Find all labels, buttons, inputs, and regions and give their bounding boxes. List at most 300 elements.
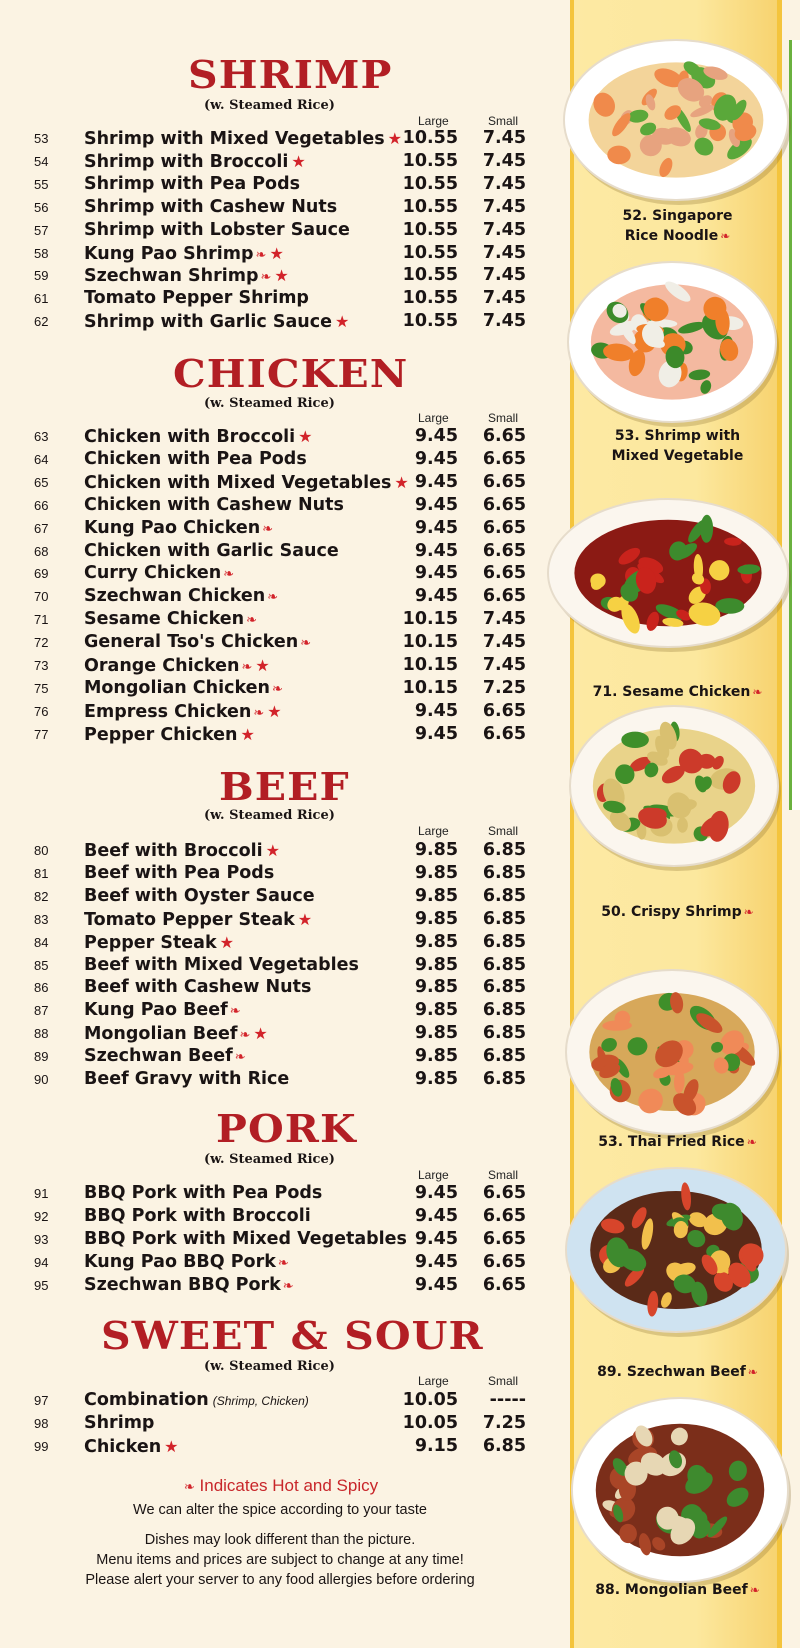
price-small: 6.85 — [482, 1069, 526, 1089]
item-name: Sesame Chicken — [84, 609, 245, 630]
price-small: 6.85 — [482, 840, 526, 860]
section-title: SWEET & SOUR — [101, 1313, 484, 1358]
menu-item — [0, 562, 560, 585]
item-name-group — [84, 448, 307, 471]
price-small: 6.65 — [482, 426, 526, 446]
item-number: 85 — [34, 957, 49, 973]
price-small: 6.85 — [482, 977, 526, 998]
food-piece — [621, 732, 649, 748]
chili-pepper-icon: ❧ — [749, 1583, 760, 1597]
price-large: 9.45 — [414, 1183, 458, 1203]
item-name-group — [84, 196, 337, 219]
caption-text: 50. Crispy Shrimp — [601, 904, 742, 920]
menu-item — [0, 540, 560, 563]
price-large: 9.85 — [414, 1000, 458, 1021]
small-column-header: Small — [488, 1168, 519, 1182]
item-name-group — [84, 1274, 294, 1298]
chili-pepper-icon: ❧ — [282, 1278, 294, 1294]
chili-pepper-icon: ❧ — [253, 705, 265, 721]
section-title: PORK — [216, 1106, 357, 1151]
item-name-group — [84, 677, 283, 701]
chili-pepper-icon: ❧ — [246, 613, 257, 629]
spicy-legend — [0, 1476, 560, 1496]
item-name: General Tso's Chicken — [84, 632, 299, 653]
item-name: Chicken with Broccoli — [84, 427, 296, 447]
item-name-group — [84, 471, 409, 495]
item-number: 99 — [34, 1438, 49, 1454]
caption-text: 89. Szechwan Beef — [597, 1364, 746, 1380]
item-note: (Shrimp, Chicken) — [212, 1394, 309, 1408]
item-name: Kung Pao Beef — [84, 1000, 228, 1021]
price-small: 6.85 — [482, 862, 526, 883]
item-name-group — [84, 1182, 322, 1205]
chili-pepper-icon: ❧ — [239, 1028, 251, 1044]
item-name-group — [84, 150, 306, 174]
star-icon: ★ — [291, 151, 306, 171]
price-small: 7.45 — [482, 609, 526, 630]
price-large: 10.55 — [402, 196, 458, 217]
item-number: 65 — [34, 474, 49, 490]
price-large: 9.45 — [414, 700, 458, 721]
star-icon: ★ — [240, 724, 255, 744]
price-large: 9.45 — [414, 471, 458, 492]
item-number: 98 — [34, 1415, 49, 1431]
item-number: 54 — [34, 153, 49, 169]
item-name-group — [84, 1412, 154, 1435]
price-small: 7.45 — [482, 196, 526, 217]
section-subtitle: (w. Steamed Rice) — [204, 1359, 335, 1374]
item-name-group — [84, 885, 315, 908]
menu-item — [0, 219, 560, 242]
photo-caption — [555, 1580, 800, 1600]
price-large: 10.55 — [402, 288, 458, 309]
caption-text: 88. Mongolian Beef — [595, 1582, 748, 1598]
menu-item — [0, 448, 560, 471]
item-name-group — [84, 1205, 311, 1228]
menu-item — [0, 654, 560, 677]
item-name: Combination — [84, 1390, 209, 1410]
item-number: 93 — [34, 1231, 49, 1247]
star-icon: ★ — [297, 909, 313, 929]
item-name: Orange Chicken — [84, 656, 240, 676]
caption-line — [555, 1132, 800, 1152]
item-name: Kung Pao Shrimp — [84, 243, 254, 264]
item-name: BBQ Pork with Broccoli — [84, 1205, 311, 1226]
chili-pepper-icon: ❧ — [267, 590, 279, 606]
small-column-header: Small — [488, 824, 519, 838]
section-title: CHICKEN — [173, 351, 409, 396]
menu-item — [0, 1068, 560, 1091]
star-icon: ★ — [387, 129, 402, 148]
item-name: Shrimp — [84, 1412, 155, 1433]
item-name: Szechwan BBQ Pork — [84, 1274, 281, 1295]
item-name-group — [84, 287, 309, 310]
item-name: Chicken with Mixed Vegetables — [84, 472, 392, 493]
item-number: 53 — [34, 131, 49, 146]
price-small: 7.45 — [482, 219, 526, 240]
item-number: 81 — [34, 865, 49, 881]
item-name-group — [84, 127, 402, 151]
caption-line — [555, 426, 800, 446]
menu-item — [0, 471, 560, 494]
item-name-group — [84, 1068, 289, 1091]
item-number: 97 — [34, 1393, 49, 1408]
item-name-group — [84, 631, 311, 655]
item-number: 88 — [34, 1026, 49, 1042]
chili-pepper-icon: ❧ — [234, 1050, 246, 1066]
price-small: 6.65 — [482, 517, 526, 538]
chili-pepper-icon: ❧ — [720, 229, 731, 243]
price-small: 6.65 — [482, 1251, 526, 1272]
item-name-group — [84, 1045, 246, 1069]
chili-pepper-icon: ❧ — [260, 270, 272, 286]
disclaimer-line: Dishes may look different than the picture. — [144, 1532, 416, 1548]
item-number: 57 — [34, 222, 49, 238]
item-number: 56 — [34, 199, 49, 215]
menu-item — [0, 150, 560, 173]
photo-caption — [555, 1132, 800, 1152]
chili-pepper-icon: ❧ — [746, 1135, 757, 1149]
menu-item — [0, 839, 560, 862]
item-name: Chicken with Garlic Sauce — [84, 540, 339, 561]
item-name: Mongolian Chicken — [84, 677, 270, 698]
price-small: 7.45 — [482, 632, 526, 653]
large-column-header: Large — [418, 824, 449, 838]
price-large: 9.45 — [414, 586, 458, 607]
dish-photo — [543, 494, 793, 652]
price-large: 9.85 — [414, 908, 458, 929]
price-large: 9.45 — [414, 1228, 458, 1249]
price-small: 6.85 — [482, 885, 526, 906]
price-large: 10.55 — [402, 242, 458, 263]
item-number: 70 — [34, 589, 49, 605]
large-column-header: Large — [418, 1374, 449, 1388]
item-name-group — [84, 242, 284, 267]
small-column-header: Small — [488, 411, 519, 425]
caption-line — [555, 902, 800, 922]
item-number: 61 — [34, 291, 49, 307]
section-title: BEEF — [219, 764, 350, 809]
large-column-header: Large — [418, 411, 449, 425]
item-number: 71 — [34, 612, 49, 628]
menu-item — [0, 242, 560, 265]
chili-pepper-icon: ❧ — [277, 1255, 289, 1271]
disclaimer-line: Please alert your server to any food allergies before ordering — [85, 1572, 475, 1588]
price-small: 6.65 — [482, 1183, 526, 1203]
item-number: 58 — [34, 245, 49, 261]
menu-item — [0, 999, 560, 1022]
item-name-group — [84, 219, 350, 242]
item-name: Szechwan Shrimp — [84, 266, 259, 287]
photo-caption — [555, 682, 800, 702]
menu-item — [0, 287, 560, 310]
item-name-group — [84, 540, 339, 563]
menu-item — [0, 1435, 560, 1458]
item-name-group — [84, 1228, 407, 1251]
price-large: 9.45 — [414, 540, 458, 561]
chili-pepper-icon: ❧ — [241, 660, 253, 675]
price-large: 9.45 — [414, 517, 458, 538]
star-icon: ★ — [298, 427, 313, 446]
menu-item — [0, 723, 560, 746]
price-large: 9.45 — [414, 1251, 458, 1272]
caption-text: 71. Sesame Chicken — [592, 684, 751, 700]
price-small: 7.45 — [482, 311, 526, 332]
menu-item — [0, 310, 560, 333]
chili-pepper-icon: ❧ — [229, 1004, 241, 1020]
item-name-group — [84, 908, 312, 932]
price-small: 6.85 — [482, 1023, 526, 1044]
item-name: Chicken with Cashew Nuts — [84, 494, 344, 515]
star-icon: ★ — [255, 656, 270, 675]
item-name-group — [84, 839, 280, 863]
star-icon: ★ — [267, 701, 282, 721]
menu-item — [0, 631, 560, 654]
price-small: 7.45 — [482, 173, 526, 194]
item-number: 64 — [34, 451, 49, 467]
item-number: 83 — [34, 911, 49, 927]
item-name: Pepper Steak — [84, 932, 217, 953]
caption-line — [555, 206, 800, 226]
caption-text: 53. Thai Fried Rice — [598, 1134, 745, 1150]
item-name: Pepper Chicken — [84, 724, 238, 745]
menu-item — [0, 517, 560, 540]
dish-photo — [561, 1163, 791, 1337]
item-number: 91 — [34, 1186, 49, 1201]
price-large: 9.85 — [414, 1023, 458, 1044]
price-large: 9.45 — [414, 563, 458, 584]
item-name-group — [84, 931, 234, 955]
item-number: 89 — [34, 1049, 49, 1065]
caption-line — [555, 446, 800, 466]
price-large: 9.85 — [414, 840, 458, 860]
small-column-header: Small — [488, 1374, 519, 1388]
legend-text: Indicates Hot and Spicy — [199, 1476, 379, 1495]
item-number: 75 — [34, 680, 49, 696]
item-name: BBQ Pork with Mixed Vegetables — [84, 1228, 407, 1249]
item-name: Tomato Pepper Steak — [84, 909, 295, 930]
chili-pepper-icon: ❧ — [300, 636, 312, 652]
price-small: 6.85 — [482, 1046, 526, 1067]
price-large: 10.55 — [402, 219, 458, 240]
item-name: Curry Chicken — [84, 563, 222, 584]
item-name-group — [84, 310, 349, 334]
item-name: Shrimp with Mixed Vegetables — [84, 129, 385, 149]
price-small: 7.45 — [482, 655, 526, 675]
item-name-group — [84, 494, 344, 517]
price-large: 10.15 — [402, 609, 458, 630]
price-large: 10.05 — [402, 1390, 458, 1410]
price-large: 9.85 — [414, 885, 458, 906]
item-number: 72 — [34, 635, 49, 651]
item-name-group — [84, 1022, 268, 1047]
price-large: 9.45 — [414, 448, 458, 469]
item-number: 80 — [34, 843, 49, 858]
small-column-header: Small — [488, 114, 519, 128]
section-subtitle: (w. Steamed Rice) — [204, 396, 335, 411]
price-small: 6.65 — [482, 448, 526, 469]
item-number: 73 — [34, 658, 49, 673]
menu-item — [0, 1389, 560, 1412]
item-name: Mongolian Beef — [84, 1024, 238, 1045]
item-name: Shrimp with Broccoli — [84, 151, 289, 172]
price-large: 9.45 — [414, 1205, 458, 1226]
disclaimer-line: Menu items and prices are subject to change at any time! — [96, 1552, 464, 1568]
dish-photo — [561, 965, 783, 1139]
menu-item — [0, 127, 560, 150]
section-subtitle: (w. Steamed Rice) — [204, 1152, 335, 1167]
item-number: 84 — [34, 934, 49, 950]
menu-item — [0, 1251, 560, 1274]
chili-pepper-icon: ❧ — [747, 1365, 758, 1379]
item-name-group — [84, 700, 282, 725]
chili-pepper-icon: ❧ — [752, 685, 763, 699]
price-small: 6.65 — [482, 471, 526, 492]
star-icon: ★ — [274, 266, 289, 286]
caption-line — [555, 226, 800, 246]
menu-item — [0, 1045, 560, 1068]
large-column-header: Large — [418, 114, 449, 128]
dish-photo — [563, 257, 781, 427]
price-small: 6.65 — [482, 494, 526, 515]
price-large: 10.15 — [402, 677, 458, 698]
menu-item — [0, 608, 560, 631]
price-small: 7.25 — [482, 677, 526, 698]
item-name: Tomato Pepper Shrimp — [84, 288, 309, 309]
photo-caption — [555, 206, 800, 246]
item-name-group — [84, 608, 257, 632]
price-large: 10.55 — [402, 265, 458, 286]
price-large: 9.85 — [414, 1069, 458, 1089]
item-name: Shrimp with Pea Pods — [84, 173, 301, 194]
price-small: 6.85 — [482, 1000, 526, 1021]
price-large: 9.85 — [414, 1046, 458, 1067]
spice-note: We can alter the spice according to your taste — [133, 1502, 427, 1518]
price-large: 9.45 — [414, 1274, 458, 1295]
item-number: 68 — [34, 543, 49, 559]
chili-pepper-icon: ❧ — [271, 681, 283, 697]
price-small: 7.45 — [482, 242, 526, 263]
price-small: 6.65 — [482, 1205, 526, 1226]
item-name-group — [84, 173, 300, 196]
caption-line — [555, 1580, 800, 1600]
menu-item — [0, 862, 560, 885]
price-large: 10.15 — [402, 632, 458, 653]
item-number: 66 — [34, 497, 49, 513]
item-name-group — [84, 999, 241, 1023]
item-name: Empress Chicken — [84, 701, 252, 722]
star-icon: ★ — [219, 932, 234, 952]
large-column-header: Large — [418, 1168, 449, 1182]
price-large: 9.15 — [414, 1435, 458, 1456]
item-name: Beef with Cashew Nuts — [84, 977, 312, 998]
item-name-group — [84, 862, 274, 885]
price-large: 10.55 — [402, 150, 458, 171]
menu-item — [0, 908, 560, 931]
chili-pepper-icon: ❧ — [743, 905, 754, 919]
item-name: Shrimp with Cashew Nuts — [84, 196, 338, 217]
price-small: 6.65 — [482, 1274, 526, 1295]
price-large: 10.55 — [402, 128, 458, 148]
price-large: 9.85 — [414, 954, 458, 975]
chili-pepper-icon: ❧ — [255, 247, 267, 263]
menu-item — [0, 976, 560, 999]
item-number: 82 — [34, 888, 49, 904]
item-name: Shrimp with Garlic Sauce — [84, 312, 333, 333]
dish-photo — [567, 1393, 793, 1587]
menu-item — [0, 264, 560, 287]
menu-item — [0, 425, 560, 448]
price-large: 9.45 — [414, 494, 458, 515]
price-large: 10.05 — [402, 1412, 458, 1433]
item-name: Chicken with Pea Pods — [84, 448, 307, 469]
star-icon: ★ — [269, 243, 284, 263]
price-small: 6.65 — [482, 1228, 526, 1249]
price-small: 6.65 — [482, 586, 526, 607]
price-large: 9.45 — [414, 723, 458, 744]
item-name-group — [84, 723, 255, 747]
dish-photo — [559, 35, 793, 205]
price-small: 7.45 — [482, 265, 526, 286]
star-icon: ★ — [335, 312, 350, 332]
price-large: 9.85 — [414, 931, 458, 952]
star-icon: ★ — [164, 1436, 179, 1456]
price-small: 6.65 — [482, 723, 526, 744]
caption-text: 53. Shrimp with — [614, 428, 741, 444]
price-large: 9.85 — [414, 977, 458, 998]
price-small: 7.45 — [482, 128, 526, 148]
item-name: Szechwan Beef — [84, 1046, 233, 1067]
menu-item — [0, 931, 560, 954]
item-name: Beef with Oyster Sauce — [84, 885, 315, 906]
star-icon: ★ — [265, 841, 280, 860]
item-number: 92 — [34, 1208, 49, 1224]
item-name-group — [84, 517, 273, 541]
price-small: 6.85 — [482, 1435, 526, 1456]
price-small: 6.65 — [482, 700, 526, 721]
price-small: 6.85 — [482, 954, 526, 975]
item-name-group — [84, 654, 270, 679]
item-name: Kung Pao Chicken — [84, 517, 261, 538]
caption-line — [555, 682, 800, 702]
price-large: 9.85 — [414, 862, 458, 883]
price-small: 7.45 — [482, 150, 526, 171]
section-subtitle: (w. Steamed Rice) — [204, 808, 335, 823]
caption-text: 52. Singapore — [622, 208, 733, 224]
price-small: 6.65 — [482, 563, 526, 584]
item-name-group — [84, 976, 311, 999]
menu-item — [0, 700, 560, 723]
menu-item — [0, 1274, 560, 1297]
section-title: SHRIMP — [188, 52, 393, 97]
menu-item — [0, 196, 560, 219]
item-name-group — [84, 425, 312, 449]
item-number: 95 — [34, 1277, 49, 1293]
item-number: 67 — [34, 520, 49, 536]
star-icon: ★ — [253, 1024, 268, 1044]
item-number: 69 — [34, 566, 49, 582]
chili-pepper-icon: ❧ — [183, 1479, 195, 1494]
item-number: 94 — [34, 1254, 49, 1270]
menu-item — [0, 677, 560, 700]
food-piece — [677, 818, 688, 833]
menu-item — [0, 1412, 560, 1435]
menu-item — [0, 1205, 560, 1228]
section-subtitle: (w. Steamed Rice) — [204, 98, 335, 113]
menu-item — [0, 885, 560, 908]
star-icon: ★ — [394, 472, 409, 492]
item-number: 62 — [34, 314, 49, 330]
